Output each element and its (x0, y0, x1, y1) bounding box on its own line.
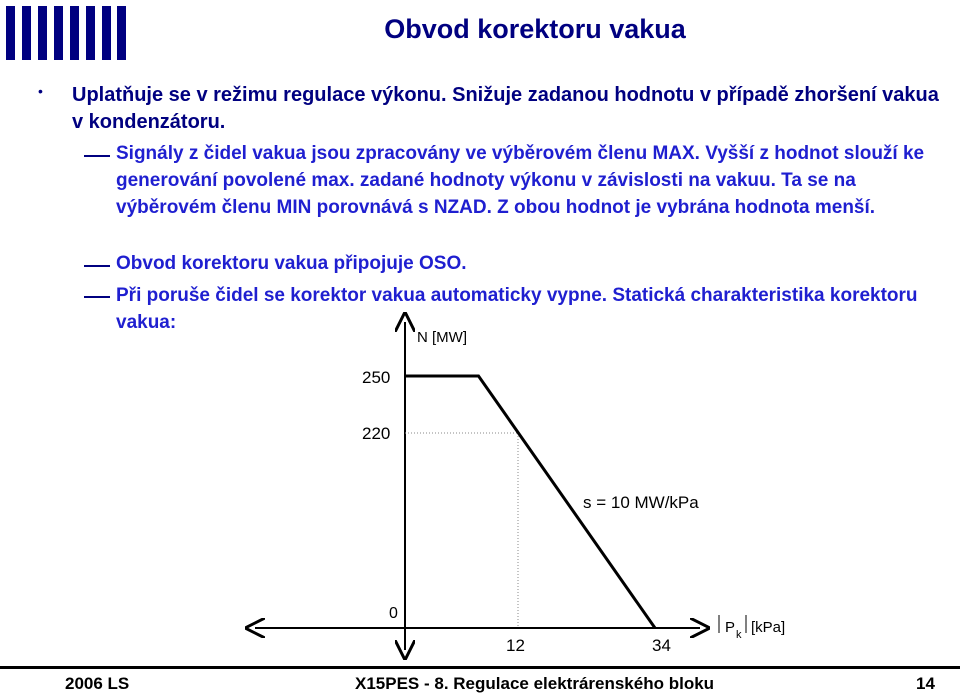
origin-label: 0 (389, 605, 398, 622)
x-tick-34: 34 (652, 636, 671, 655)
footer-center: X15PES - 8. Regulace elektrárenského bloku (355, 674, 715, 693)
y-axis-label: N [MW] (417, 329, 467, 346)
slope-annotation: s = 10 MW/kPa (583, 493, 699, 512)
slide-title: Obvod korektoru vakua (384, 14, 686, 44)
sub-item-1: Signály z čidel vakua jsou zpracovány ve výběrovém členu MAX. Vyšší z hodnot slouží ke generování povolené max. zadané hodnoty výkonu v závislosti na vakuu. Ta se na výběrovém členu MIN porovnává s NZAD. Z obou hodnot je vybrána hodnota menší. (116, 143, 925, 218)
footer-left: 2006 LS (65, 674, 130, 693)
y-tick-220: 220 (362, 424, 391, 443)
x-axis-label: P (725, 619, 736, 636)
y-tick-250: 250 (362, 368, 391, 387)
page-number: 14 (916, 674, 935, 693)
x-axis-unit: [kPa] (751, 619, 786, 636)
main-bullet-text: Uplatňuje se v režimu regulace výkonu. Snižuje zadanou hodnotu v případě zhoršení vakua v kondenzátoru. (72, 84, 939, 133)
x-tick-12: 12 (506, 636, 525, 655)
sub-item-3: Při poruše čidel se korektor vakua automaticky vypne. Statická charakteristika korektoru vakua: (116, 285, 918, 333)
sub-item-2: Obvod korektoru vakua připojuje OSO. (116, 253, 467, 274)
x-axis-label-sub: k (736, 629, 742, 641)
footer-rule (0, 666, 960, 669)
bullet-icon: • (38, 83, 43, 99)
